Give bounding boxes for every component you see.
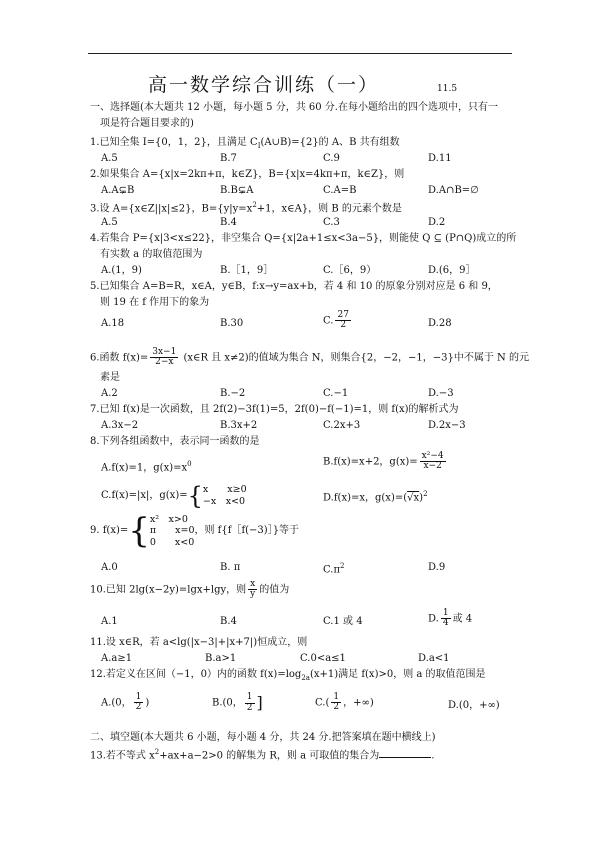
q9-option-a: A.0 xyxy=(101,562,118,573)
q5-stem: 5.已知集合 A=B=R，x∈A，y∈B，f:x→y=ax+b，若 4 和 10 的原象分别对应是 6 和 9， xyxy=(90,281,498,292)
q9-stem: 9. f(x)={x² x>0 π x=0 0 x<0，则 f{f［f(−3)］}等于 xyxy=(90,511,300,552)
section1-heading: 一、选择题(本大题共 12 小题，每小题 5 分，共 60 分.在每小题给出的四个选项中，只有一 xyxy=(90,102,498,113)
q5-option-d: D.28 xyxy=(428,318,452,329)
q5-option-b: B.30 xyxy=(220,318,244,329)
q8-option-d: D.f(x)=x，$g(x)=(√x)^2$ xyxy=(323,490,428,504)
q5-option-a: A.18 xyxy=(101,318,125,329)
q4-option-d: D.(6，9］ xyxy=(428,265,476,276)
q5-option-c: C. $\frac{27}{2}$ xyxy=(323,310,349,331)
q13-stem: 13.若不等式 $x^2+ax+a-2>0$ 的解集为 R，则 a 可取值的集合为 . xyxy=(90,748,435,762)
q8-stem: 8.下列各组函数中，表示同一函数的是 xyxy=(90,436,260,447)
q8-option-a: A.f(x)=1，$g(x)=x^0$ xyxy=(101,460,192,474)
q6-option-a: A.2 xyxy=(101,388,118,399)
q4-option-c: C.［6，9） xyxy=(323,265,377,276)
q9-option-c: $C.\pi^2$ xyxy=(323,562,345,576)
q1-option-b: B.7 xyxy=(220,153,237,164)
date-label: 11.5 xyxy=(437,84,458,94)
q3-option-a: A.5 xyxy=(101,217,118,228)
q7-option-d: D.2x−3 xyxy=(428,420,466,431)
q11-option-a: A.a≥1 xyxy=(101,653,133,664)
q10-option-a: A.1 xyxy=(101,616,118,627)
q4-option-a: A.(1，9) xyxy=(101,265,142,276)
q7-option-c: C.2x+3 xyxy=(323,420,361,431)
q4-stem: 4.若集合 P={x|3<x≤22}，非空集合 Q={x|2a+1≤x<3a−5}，则能使 Q ⊆ (P∩Q)成立的所 xyxy=(90,233,517,244)
q12-stem: 12.若定义在区间（−1，0）内的函数 $f(x)=\log_{2a}(x+1)$满足 f(x)>0，则 a 的取值范围是 xyxy=(90,669,486,682)
q6-stem: 6.函数 f(x)= $\frac{3x-1}{2-x}$ (x∈R 且 x≠2)的值域为集合 N，则集合{2，−2，−1，−3}中不属于 N 的元 xyxy=(90,347,529,368)
q11-stem: 11.设 x∈R，若 a<lg(|x−3|+|x+7|)恒成立，则 xyxy=(90,637,308,648)
q3-option-b: B.4 xyxy=(220,217,237,228)
q12-option-a: A.(0， $\frac{1}{2}$ ) xyxy=(101,692,150,713)
q3-option-d: D.2 xyxy=(428,217,446,228)
page-title: 高一数学综合训练（一） xyxy=(148,74,380,96)
q7-stem: 7.已知 f(x)是一次函数，且 2f(2)−3f(1)=5，2f(0)−f(−1)=1，则 f(x)的解析式为 xyxy=(90,404,459,415)
q12-option-d: D.(0，+∞) xyxy=(448,700,500,711)
q3-option-c: C.3 xyxy=(323,217,340,228)
q10-stem: 10.已知 2lg(x−2y)=lgx+lgy，则 $\frac{x}{y}$ 的值为 xyxy=(90,579,290,600)
q1-stem: 1.已知全集 I={0，1，2}，且满足 $C_I(A\cup B)=\{2\}$的 A、B 共有组数 xyxy=(90,137,400,150)
q2-stem: 2.如果集合 A={x|x=2kπ+π，k∈Z}，B={x|x=4kπ+π，k∈Z}，则 xyxy=(90,169,405,180)
q2-option-b: B.B⊊A xyxy=(220,185,254,196)
q6-stem-cont: 素是 xyxy=(100,372,120,383)
q3-stem: 3.设 A={x∈Z||x|≤2}，$B=\{y|y=x^2+1$，x∈A}，则 B 的元素个数是 xyxy=(90,201,402,215)
q2-option-d: D.A∩B=∅ xyxy=(428,185,479,196)
q1-option-d: D.11 xyxy=(428,153,452,164)
q12-option-b: B.(0， $\frac{1}{2}$ ] xyxy=(212,692,263,713)
q12-option-c: C.( $\frac{1}{2}$ ，+∞) xyxy=(315,692,374,713)
section1-heading-cont: 项是符合题目要求的) xyxy=(100,118,194,129)
q5-stem-cont: 则 19 在 f 作用下的象为 xyxy=(100,297,210,308)
q10-option-d: D. $\frac{1}{4}$ 或 4 xyxy=(428,608,473,629)
q11-option-d: D.a<1 xyxy=(418,653,450,664)
q6-option-d: D.−3 xyxy=(428,388,454,399)
q9-option-b: B. π xyxy=(220,562,241,573)
q1-option-a: A.5 xyxy=(101,153,118,164)
q2-option-a: A.A⊊B xyxy=(101,185,135,196)
q9-option-d: D.9 xyxy=(428,562,446,573)
q8-option-b: B.f(x)=x+2，g(x)= $\frac{\text{x²−4}}{x-2}$ xyxy=(323,451,444,472)
q2-option-c: C.A=B xyxy=(323,185,357,196)
q10-option-c: C.1 或 4 xyxy=(323,616,363,627)
q7-option-a: A.3x−2 xyxy=(101,420,139,431)
q13-answer-blank[interactable] xyxy=(379,748,431,758)
q11-option-c: C.0<a≤1 xyxy=(300,653,346,664)
header-rule xyxy=(88,53,512,54)
q4-stem-cont: 有实数 a 的取值范围为 xyxy=(100,249,203,260)
q4-option-b: B.［1，9］ xyxy=(220,265,274,276)
section2-heading: 二、填空题(本大题共 6 小题，每小题 4 分，共 24 分.把答案填在题中横线上) xyxy=(90,732,436,743)
q10-option-b: B.4 xyxy=(220,616,237,627)
q6-option-c: C.−1 xyxy=(323,388,349,399)
q8-option-c: C.f(x)=|x|，g(x)={x x≥0 −x x<0 xyxy=(101,482,247,510)
q11-option-b: B.a>1 xyxy=(205,653,237,664)
q6-option-b: B.−2 xyxy=(220,388,246,399)
q7-option-b: B.3x+2 xyxy=(220,420,258,431)
q1-option-c: C.9 xyxy=(323,153,340,164)
